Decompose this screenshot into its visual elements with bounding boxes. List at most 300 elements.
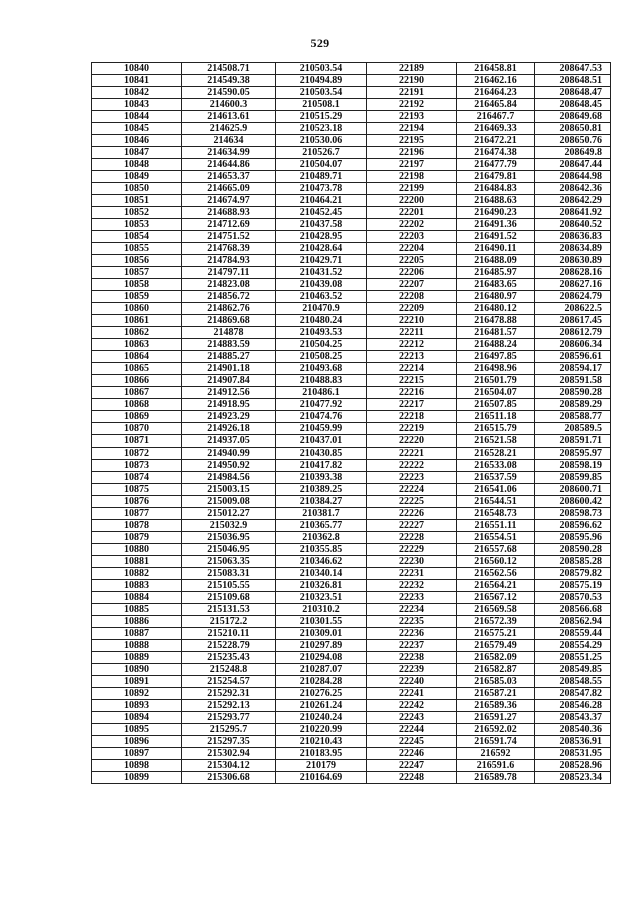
table-row <box>92 495 367 507</box>
point-number-cell: 22194 <box>367 123 457 135</box>
table-row <box>367 87 611 99</box>
point-number-cell: 10873 <box>92 459 182 471</box>
table-row <box>92 159 367 171</box>
x-coordinate-cell: 214883.59 <box>182 339 276 351</box>
table-row <box>92 375 367 387</box>
table-row <box>92 699 367 711</box>
point-number-cell: 10845 <box>92 123 182 135</box>
x-coordinate-cell: 215131.53 <box>182 603 276 615</box>
y-coordinate-cell: 208649.68 <box>535 111 611 123</box>
table-row <box>92 447 367 459</box>
table-row <box>92 87 367 99</box>
point-number-cell: 22200 <box>367 195 457 207</box>
table-row <box>92 531 367 543</box>
point-number-cell: 10886 <box>92 615 182 627</box>
left-table-body <box>92 63 367 784</box>
table-row <box>367 171 611 183</box>
point-number-cell: 22210 <box>367 315 457 327</box>
point-number-cell: 10854 <box>92 231 182 243</box>
x-coordinate-cell: 216465.84 <box>457 99 535 111</box>
y-coordinate-cell: 208640.52 <box>535 219 611 231</box>
y-coordinate-cell: 210164.69 <box>276 771 367 783</box>
table-row <box>92 399 367 411</box>
point-number-cell: 10844 <box>92 111 182 123</box>
coordinate-table <box>91 62 610 843</box>
x-coordinate-cell: 215036.95 <box>182 531 276 543</box>
x-coordinate-cell: 216554.51 <box>457 531 535 543</box>
point-number-cell: 22218 <box>367 411 457 423</box>
x-coordinate-cell: 214797.11 <box>182 267 276 279</box>
y-coordinate-cell: 208647.44 <box>535 159 611 171</box>
x-coordinate-cell: 216575.21 <box>457 627 535 639</box>
x-coordinate-cell: 216498.96 <box>457 363 535 375</box>
x-coordinate-cell: 215295.7 <box>182 723 276 735</box>
x-coordinate-cell: 214751.52 <box>182 231 276 243</box>
table-row <box>92 603 367 615</box>
table-row <box>367 495 611 507</box>
point-number-cell: 10851 <box>92 195 182 207</box>
y-coordinate-cell: 208642.36 <box>535 183 611 195</box>
y-coordinate-cell: 210488.83 <box>276 375 367 387</box>
point-number-cell: 10880 <box>92 543 182 555</box>
point-number-cell: 10877 <box>92 507 182 519</box>
table-row <box>92 723 367 735</box>
x-coordinate-cell: 215012.27 <box>182 507 276 519</box>
point-number-cell: 22203 <box>367 231 457 243</box>
y-coordinate-cell: 208627.16 <box>535 279 611 291</box>
x-coordinate-cell: 215083.31 <box>182 567 276 579</box>
x-coordinate-cell: 216560.12 <box>457 555 535 567</box>
y-coordinate-cell: 210179 <box>276 759 367 771</box>
x-coordinate-cell: 215228.79 <box>182 639 276 651</box>
y-coordinate-cell: 210526.7 <box>276 147 367 159</box>
x-coordinate-cell: 216582.09 <box>457 651 535 663</box>
y-coordinate-cell: 210523.18 <box>276 123 367 135</box>
x-coordinate-cell: 214784.93 <box>182 255 276 267</box>
x-coordinate-cell: 215304.12 <box>182 759 276 771</box>
table-row <box>367 111 611 123</box>
y-coordinate-cell: 208543.37 <box>535 711 611 723</box>
point-number-cell: 22205 <box>367 255 457 267</box>
y-coordinate-cell: 210355.85 <box>276 543 367 555</box>
x-coordinate-cell: 214912.56 <box>182 387 276 399</box>
x-coordinate-cell: 214885.27 <box>182 351 276 363</box>
x-coordinate-cell: 216472.21 <box>457 135 535 147</box>
point-number-cell: 10860 <box>92 303 182 315</box>
point-number-cell: 10872 <box>92 447 182 459</box>
table-row <box>367 63 611 75</box>
table-row <box>367 351 611 363</box>
y-coordinate-cell: 210297.89 <box>276 639 367 651</box>
x-coordinate-cell: 216467.7 <box>457 111 535 123</box>
y-coordinate-cell: 208588.77 <box>535 411 611 423</box>
point-number-cell: 22228 <box>367 531 457 543</box>
x-coordinate-cell: 216557.68 <box>457 543 535 555</box>
y-coordinate-cell: 208595.97 <box>535 447 611 459</box>
y-coordinate-cell: 210437.01 <box>276 435 367 447</box>
x-coordinate-cell: 216582.87 <box>457 663 535 675</box>
table-row <box>92 315 367 327</box>
table-row <box>367 519 611 531</box>
point-number-cell: 10855 <box>92 243 182 255</box>
x-coordinate-cell: 216488.63 <box>457 195 535 207</box>
x-coordinate-cell: 216501.79 <box>457 375 535 387</box>
y-coordinate-cell: 208648.47 <box>535 87 611 99</box>
table-row <box>367 555 611 567</box>
x-coordinate-cell: 214918.95 <box>182 399 276 411</box>
point-number-cell: 10894 <box>92 711 182 723</box>
y-coordinate-cell: 208612.79 <box>535 327 611 339</box>
y-coordinate-cell: 210301.55 <box>276 615 367 627</box>
x-coordinate-cell: 214823.08 <box>182 279 276 291</box>
table-row <box>367 639 611 651</box>
table-row <box>92 411 367 423</box>
table-row <box>92 147 367 159</box>
y-coordinate-cell: 210504.25 <box>276 339 367 351</box>
table-row <box>367 147 611 159</box>
point-number-cell: 22247 <box>367 759 457 771</box>
table-row <box>367 243 611 255</box>
point-number-cell: 22246 <box>367 747 457 759</box>
x-coordinate-cell: 214600.3 <box>182 99 276 111</box>
point-number-cell: 22195 <box>367 135 457 147</box>
point-number-cell: 22226 <box>367 507 457 519</box>
x-coordinate-cell: 214862.76 <box>182 303 276 315</box>
y-coordinate-cell: 210417.82 <box>276 459 367 471</box>
point-number-cell: 10841 <box>92 75 182 87</box>
point-number-cell: 22215 <box>367 375 457 387</box>
x-coordinate-cell: 216592.02 <box>457 723 535 735</box>
table-row <box>92 687 367 699</box>
y-coordinate-cell: 210515.29 <box>276 111 367 123</box>
table-row <box>92 579 367 591</box>
table-row <box>367 255 611 267</box>
y-coordinate-cell: 208536.91 <box>535 735 611 747</box>
table-row <box>367 159 611 171</box>
y-coordinate-cell: 210365.77 <box>276 519 367 531</box>
x-coordinate-cell: 215105.55 <box>182 579 276 591</box>
y-coordinate-cell: 210384.27 <box>276 495 367 507</box>
y-coordinate-cell: 210493.53 <box>276 327 367 339</box>
y-coordinate-cell: 210530.06 <box>276 135 367 147</box>
x-coordinate-cell: 216544.51 <box>457 495 535 507</box>
point-number-cell: 22235 <box>367 615 457 627</box>
y-coordinate-cell: 210220.99 <box>276 723 367 735</box>
x-coordinate-cell: 214634.99 <box>182 147 276 159</box>
point-number-cell: 10892 <box>92 687 182 699</box>
point-number-cell: 10861 <box>92 315 182 327</box>
y-coordinate-cell: 208551.25 <box>535 651 611 663</box>
point-number-cell: 10898 <box>92 759 182 771</box>
x-coordinate-cell: 215235.43 <box>182 651 276 663</box>
x-coordinate-cell: 216564.21 <box>457 579 535 591</box>
y-coordinate-cell: 210326.81 <box>276 579 367 591</box>
point-number-cell: 22236 <box>367 627 457 639</box>
x-coordinate-cell: 215063.35 <box>182 555 276 567</box>
y-coordinate-cell: 210439.08 <box>276 279 367 291</box>
table-row <box>92 363 367 375</box>
table-row <box>367 219 611 231</box>
y-coordinate-cell: 210463.52 <box>276 291 367 303</box>
point-number-cell: 10878 <box>92 519 182 531</box>
table-row <box>92 63 367 75</box>
point-number-cell: 22198 <box>367 171 457 183</box>
point-number-cell: 22248 <box>367 771 457 783</box>
y-coordinate-cell: 210486.1 <box>276 387 367 399</box>
table-row <box>367 687 611 699</box>
x-coordinate-cell: 216511.18 <box>457 411 535 423</box>
x-coordinate-cell: 214907.84 <box>182 375 276 387</box>
y-coordinate-cell: 208566.68 <box>535 603 611 615</box>
x-coordinate-cell: 214940.99 <box>182 447 276 459</box>
point-number-cell: 22214 <box>367 363 457 375</box>
point-number-cell: 10890 <box>92 663 182 675</box>
x-coordinate-cell: 214937.05 <box>182 435 276 447</box>
table-row <box>367 663 611 675</box>
table-row <box>367 291 611 303</box>
table-row <box>367 435 611 447</box>
y-coordinate-cell: 208562.94 <box>535 615 611 627</box>
point-number-cell: 10883 <box>92 579 182 591</box>
table-row <box>92 591 367 603</box>
table-row <box>92 507 367 519</box>
point-number-cell: 10871 <box>92 435 182 447</box>
x-coordinate-cell: 215003.15 <box>182 483 276 495</box>
y-coordinate-cell: 210428.64 <box>276 243 367 255</box>
y-coordinate-cell: 210310.2 <box>276 603 367 615</box>
x-coordinate-cell: 216491.36 <box>457 219 535 231</box>
table-row <box>92 555 367 567</box>
table-row <box>92 639 367 651</box>
x-coordinate-cell: 216490.11 <box>457 243 535 255</box>
y-coordinate-cell: 208628.16 <box>535 267 611 279</box>
point-number-cell: 10863 <box>92 339 182 351</box>
table-row <box>367 627 611 639</box>
table-row <box>92 747 367 759</box>
table-row <box>92 123 367 135</box>
point-number-cell: 10848 <box>92 159 182 171</box>
x-coordinate-cell: 216591.6 <box>457 759 535 771</box>
table-row <box>92 327 367 339</box>
x-coordinate-cell: 215109.68 <box>182 591 276 603</box>
x-coordinate-cell: 214768.39 <box>182 243 276 255</box>
x-coordinate-cell: 216533.08 <box>457 459 535 471</box>
x-coordinate-cell: 214644.86 <box>182 159 276 171</box>
y-coordinate-cell: 210294.08 <box>276 651 367 663</box>
point-number-cell: 10889 <box>92 651 182 663</box>
point-number-cell: 10888 <box>92 639 182 651</box>
x-coordinate-cell: 216551.11 <box>457 519 535 531</box>
point-number-cell: 22196 <box>367 147 457 159</box>
point-number-cell: 10846 <box>92 135 182 147</box>
table-row <box>367 315 611 327</box>
x-coordinate-cell: 215293.77 <box>182 711 276 723</box>
table-row <box>92 435 367 447</box>
x-coordinate-cell: 216464.23 <box>457 87 535 99</box>
y-coordinate-cell: 210393.38 <box>276 471 367 483</box>
point-number-cell: 22234 <box>367 603 457 615</box>
y-coordinate-cell: 210340.14 <box>276 567 367 579</box>
y-coordinate-cell: 208636.83 <box>535 231 611 243</box>
y-coordinate-cell: 210430.85 <box>276 447 367 459</box>
y-coordinate-cell: 208546.28 <box>535 699 611 711</box>
point-number-cell: 22190 <box>367 75 457 87</box>
y-coordinate-cell: 208642.29 <box>535 195 611 207</box>
y-coordinate-cell: 210389.25 <box>276 483 367 495</box>
x-coordinate-cell: 216490.23 <box>457 207 535 219</box>
x-coordinate-cell: 215009.08 <box>182 495 276 507</box>
point-number-cell: 10847 <box>92 147 182 159</box>
point-number-cell: 10862 <box>92 327 182 339</box>
y-coordinate-cell: 210452.45 <box>276 207 367 219</box>
table-row <box>367 699 611 711</box>
table-row <box>92 543 367 555</box>
table-row <box>367 735 611 747</box>
table-row <box>367 195 611 207</box>
y-coordinate-cell: 208594.17 <box>535 363 611 375</box>
point-number-cell: 10850 <box>92 183 182 195</box>
x-coordinate-cell: 215292.31 <box>182 687 276 699</box>
point-number-cell: 22219 <box>367 423 457 435</box>
table-row <box>92 711 367 723</box>
point-number-cell: 10897 <box>92 747 182 759</box>
y-coordinate-cell: 210474.76 <box>276 411 367 423</box>
x-coordinate-cell: 215254.57 <box>182 675 276 687</box>
y-coordinate-cell: 208591.71 <box>535 435 611 447</box>
point-number-cell: 22244 <box>367 723 457 735</box>
point-number-cell: 22202 <box>367 219 457 231</box>
point-number-cell: 10887 <box>92 627 182 639</box>
table-row <box>92 735 367 747</box>
table-row <box>92 663 367 675</box>
table-row <box>367 615 611 627</box>
point-number-cell: 10840 <box>92 63 182 75</box>
table-row <box>92 759 367 771</box>
y-coordinate-cell: 210362.8 <box>276 531 367 543</box>
y-coordinate-cell: 210323.51 <box>276 591 367 603</box>
point-number-cell: 22191 <box>367 87 457 99</box>
table-row <box>92 219 367 231</box>
table-row <box>92 627 367 639</box>
coordinate-table-right <box>366 62 611 784</box>
table-row <box>367 603 611 615</box>
table-row <box>92 471 367 483</box>
point-number-cell: 22242 <box>367 699 457 711</box>
table-row <box>92 675 367 687</box>
point-number-cell: 22221 <box>367 447 457 459</box>
point-number-cell: 22240 <box>367 675 457 687</box>
y-coordinate-cell: 208598.73 <box>535 507 611 519</box>
x-coordinate-cell: 214613.61 <box>182 111 276 123</box>
point-number-cell: 10875 <box>92 483 182 495</box>
point-number-cell: 10843 <box>92 99 182 111</box>
table-row <box>367 675 611 687</box>
x-coordinate-cell: 216541.06 <box>457 483 535 495</box>
point-number-cell: 22237 <box>367 639 457 651</box>
y-coordinate-cell: 210429.71 <box>276 255 367 267</box>
point-number-cell: 22224 <box>367 483 457 495</box>
point-number-cell: 22238 <box>367 651 457 663</box>
x-coordinate-cell: 216491.52 <box>457 231 535 243</box>
point-number-cell: 10885 <box>92 603 182 615</box>
x-coordinate-cell: 214926.18 <box>182 423 276 435</box>
y-coordinate-cell: 210503.54 <box>276 63 367 75</box>
point-number-cell: 10874 <box>92 471 182 483</box>
point-number-cell: 10895 <box>92 723 182 735</box>
table-row <box>92 279 367 291</box>
y-coordinate-cell: 208650.76 <box>535 135 611 147</box>
y-coordinate-cell: 208591.58 <box>535 375 611 387</box>
x-coordinate-cell: 216458.81 <box>457 63 535 75</box>
table-row <box>367 507 611 519</box>
table-row <box>92 231 367 243</box>
point-number-cell: 22243 <box>367 711 457 723</box>
point-number-cell: 22192 <box>367 99 457 111</box>
x-coordinate-cell: 216515.79 <box>457 423 535 435</box>
x-coordinate-cell: 214901.18 <box>182 363 276 375</box>
y-coordinate-cell: 210493.68 <box>276 363 367 375</box>
point-number-cell: 10876 <box>92 495 182 507</box>
y-coordinate-cell: 208559.44 <box>535 627 611 639</box>
table-row <box>367 339 611 351</box>
point-number-cell: 10856 <box>92 255 182 267</box>
table-row <box>367 651 611 663</box>
x-coordinate-cell: 216569.58 <box>457 603 535 615</box>
x-coordinate-cell: 214984.56 <box>182 471 276 483</box>
table-row <box>367 303 611 315</box>
x-coordinate-cell: 216480.97 <box>457 291 535 303</box>
y-coordinate-cell: 210477.92 <box>276 399 367 411</box>
x-coordinate-cell: 215292.13 <box>182 699 276 711</box>
table-row <box>92 519 367 531</box>
point-number-cell: 22232 <box>367 579 457 591</box>
x-coordinate-cell: 216469.33 <box>457 123 535 135</box>
y-coordinate-cell: 208630.89 <box>535 255 611 267</box>
table-row <box>367 135 611 147</box>
point-number-cell: 10866 <box>92 375 182 387</box>
point-number-cell: 10857 <box>92 267 182 279</box>
point-number-cell: 22201 <box>367 207 457 219</box>
x-coordinate-cell: 215210.11 <box>182 627 276 639</box>
x-coordinate-cell: 216485.97 <box>457 267 535 279</box>
table-row <box>367 579 611 591</box>
x-coordinate-cell: 214712.69 <box>182 219 276 231</box>
y-coordinate-cell: 208641.92 <box>535 207 611 219</box>
point-number-cell: 10881 <box>92 555 182 567</box>
y-coordinate-cell: 208647.53 <box>535 63 611 75</box>
table-row <box>367 531 611 543</box>
x-coordinate-cell: 214590.05 <box>182 87 276 99</box>
table-row <box>367 771 611 783</box>
y-coordinate-cell: 208649.8 <box>535 147 611 159</box>
point-number-cell: 10891 <box>92 675 182 687</box>
point-number-cell: 10865 <box>92 363 182 375</box>
table-row <box>367 375 611 387</box>
point-number-cell: 10858 <box>92 279 182 291</box>
x-coordinate-cell: 216477.79 <box>457 159 535 171</box>
y-coordinate-cell: 208617.45 <box>535 315 611 327</box>
y-coordinate-cell: 210287.07 <box>276 663 367 675</box>
y-coordinate-cell: 208634.89 <box>535 243 611 255</box>
x-coordinate-cell: 216548.73 <box>457 507 535 519</box>
table-row <box>92 483 367 495</box>
x-coordinate-cell: 216483.65 <box>457 279 535 291</box>
x-coordinate-cell: 216591.74 <box>457 735 535 747</box>
table-row <box>92 111 367 123</box>
point-number-cell: 22222 <box>367 459 457 471</box>
y-coordinate-cell: 210473.78 <box>276 183 367 195</box>
y-coordinate-cell: 208589.29 <box>535 399 611 411</box>
